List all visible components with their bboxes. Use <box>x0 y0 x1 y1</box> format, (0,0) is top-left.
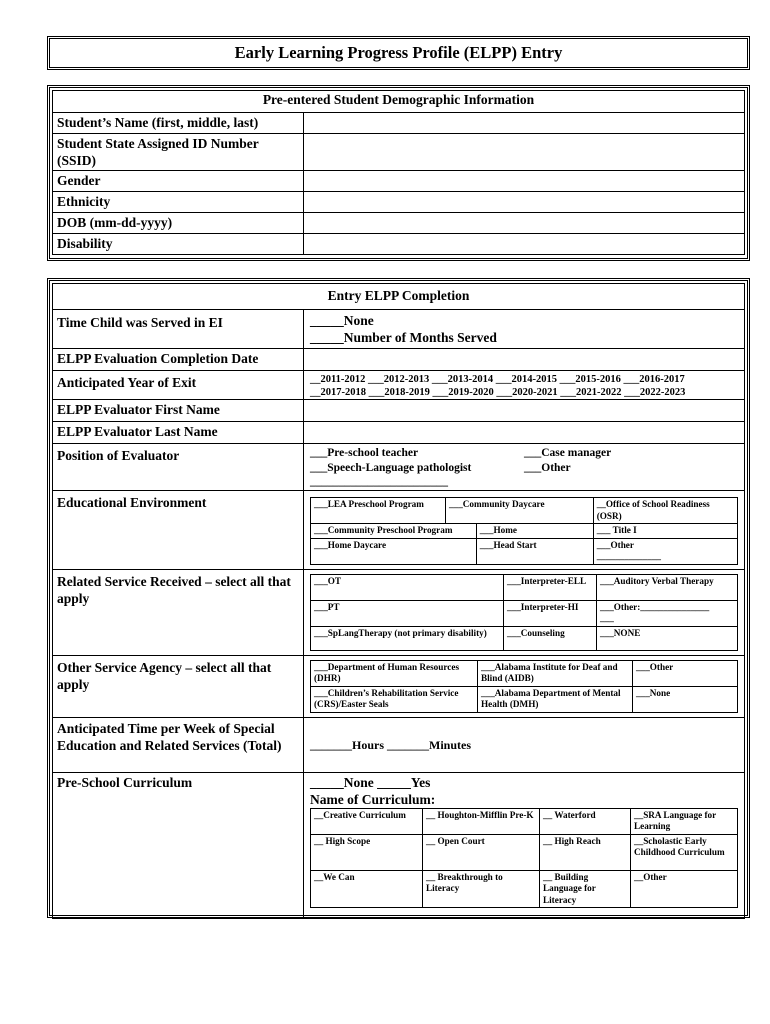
environment-other-cell[interactable] <box>593 538 737 564</box>
curriculum-subtable <box>310 808 738 909</box>
dmh-option[interactable]: ___Alabama Department of Mental Health (DMH) <box>478 686 633 712</box>
time-months-option[interactable]: _____Number of Months Served <box>310 330 497 345</box>
demographics-header: Pre-entered Student Demographic Information <box>53 91 745 113</box>
gender-label: Gender <box>53 171 304 192</box>
completion-section <box>47 278 750 918</box>
page-title: Early Learning Progress Profile (ELPP) Entry <box>47 36 750 70</box>
exit-year-row-2[interactable]: __2017-2018 ___2018-2019 ___2019-2020 ___2020-2021 ___2021-2022 ___2022-2023 <box>310 387 686 398</box>
interpreter-ell-option[interactable]: ___Interpreter-ELL <box>504 574 597 600</box>
title1-option[interactable]: ___ Title I <box>593 524 737 539</box>
related-other-option[interactable]: ___Other:_______________ <box>600 601 710 612</box>
curriculum-other-option[interactable]: __Other <box>631 870 738 908</box>
dhr-option[interactable]: ___Department of Human Resources (DHR) <box>311 660 478 686</box>
eval-date-label: ELPP Evaluation Completion Date <box>53 349 304 371</box>
sra-option[interactable]: __SRA Language for Learning <box>631 808 738 834</box>
disability-label: Disability <box>53 234 304 255</box>
last-name-field[interactable] <box>304 422 745 444</box>
ssid-field[interactable] <box>304 134 745 171</box>
environment-other-option[interactable]: ___Other <box>596 539 634 550</box>
completion-header: Entry ELPP Completion <box>53 284 745 310</box>
environment-label: Educational Environment <box>53 491 304 570</box>
completion-table <box>52 283 745 919</box>
dob-field[interactable] <box>304 213 745 234</box>
related-other-cell[interactable] <box>597 600 738 626</box>
preschool-teacher-option[interactable]: ___Pre-school teacher <box>310 447 419 459</box>
agency-label: Other Service Agency – select all that apply <box>53 655 304 717</box>
agency-options <box>304 655 745 717</box>
student-name-field[interactable] <box>304 113 745 134</box>
ethnicity-field[interactable] <box>304 192 745 213</box>
curriculum-name-label: Name of Curriculum: <box>310 791 436 807</box>
position-other-option[interactable]: ___Other <box>524 462 571 474</box>
first-name-label: ELPP Evaluator First Name <box>53 400 304 422</box>
creative-option[interactable]: __Creative Curriculum <box>311 808 423 834</box>
breakthrough-option[interactable]: __ Breakthrough to Literacy <box>423 870 540 908</box>
interpreter-hi-option[interactable]: ___Interpreter-HI <box>504 600 597 626</box>
agency-other-option[interactable]: ___Other <box>633 660 738 686</box>
speech-pathologist-option[interactable]: ___Speech-Language pathologist <box>310 462 472 474</box>
splang-option[interactable]: ___SpLangTherapy (not primary disability) <box>311 626 504 650</box>
wecan-option[interactable]: __We Can <box>311 870 423 908</box>
related-service-subtable <box>310 574 738 651</box>
demographics-section <box>47 85 750 261</box>
case-manager-option[interactable]: ___Case manager <box>524 447 612 459</box>
lea-preschool-option[interactable]: ___LEA Preschool Program <box>311 498 446 524</box>
related-other-extra[interactable]: ___ <box>600 613 614 623</box>
aidb-option[interactable]: ___Alabama Institute for Deaf and Blind (AIDB) <box>478 660 633 686</box>
opencourt-option[interactable]: __ Open Court <box>423 834 540 870</box>
osr-option[interactable]: __Office of School Readiness (OSR) <box>593 498 737 524</box>
counseling-option[interactable]: ___Counseling <box>504 626 597 650</box>
related-service-label: Related Service Received – select all that apply <box>53 569 304 655</box>
pt-option[interactable]: ___PT <box>311 600 504 626</box>
position-options[interactable] <box>304 444 745 491</box>
home-option[interactable]: ___Home <box>476 524 593 539</box>
agency-none-option[interactable]: ___None <box>633 686 738 712</box>
first-name-field[interactable] <box>304 400 745 422</box>
auditory-verbal-option[interactable]: ___Auditory Verbal Therapy <box>597 574 738 600</box>
gender-field[interactable] <box>304 171 745 192</box>
demographics-table <box>52 90 745 255</box>
time-served-options[interactable] <box>304 310 745 349</box>
home-daycare-option[interactable]: ___Home Daycare <box>311 538 477 564</box>
student-name-label: Student’s Name (first, middle, last) <box>53 113 304 134</box>
curriculum-label: Pre-School Curriculum <box>53 772 304 918</box>
ssid-label: Student State Assigned ID Number (SSID) <box>53 134 304 171</box>
time-week-label: Anticipated Time per Week of Special Education and Related Services (Total) <box>53 717 304 772</box>
position-other-blank[interactable]: ________________________ <box>310 476 448 488</box>
exit-year-options[interactable] <box>304 371 745 400</box>
related-service-options <box>304 569 745 655</box>
position-label: Position of Evaluator <box>53 444 304 491</box>
building-option[interactable]: __ Building Language for Literacy <box>540 870 631 908</box>
community-preschool-option[interactable]: ___Community Preschool Program <box>311 524 477 539</box>
exit-year-row-1[interactable]: __2011-2012 ___2012-2013 ___2013-2014 ___2014-2015 ___2015-2016 ___2016-2017 <box>310 374 685 385</box>
crs-option[interactable]: ___Children’s Rehabilitation Service (CRS)/Easter Seals <box>311 686 478 712</box>
time-served-label: Time Child was Served in EI <box>53 310 304 349</box>
exit-year-label: Anticipated Year of Exit <box>53 371 304 400</box>
curriculum-options <box>304 772 745 918</box>
ot-option[interactable]: ___OT <box>311 574 504 600</box>
houghton-option[interactable]: __ Houghton-Mifflin Pre-K <box>423 808 540 834</box>
time-week-field[interactable]: _______Hours _______Minutes <box>304 717 745 772</box>
waterford-option[interactable]: __ Waterford <box>540 808 631 834</box>
disability-field[interactable] <box>304 234 745 255</box>
highscope-option[interactable]: __ High Scope <box>311 834 423 870</box>
time-none-option[interactable]: _____None <box>310 313 374 328</box>
ethnicity-label: Ethnicity <box>53 192 304 213</box>
scholastic-option[interactable]: __Scholastic Early Childhood Curriculum <box>631 834 738 870</box>
environment-other-blank[interactable]: ______________ <box>596 551 662 561</box>
highreach-option[interactable]: __ High Reach <box>540 834 631 870</box>
agency-subtable <box>310 660 738 713</box>
related-none-option[interactable]: ___NONE <box>597 626 738 650</box>
eval-date-field[interactable] <box>304 349 745 371</box>
dob-label: DOB (mm-dd-yyyy) <box>53 213 304 234</box>
last-name-label: ELPP Evaluator Last Name <box>53 422 304 444</box>
curriculum-none-yes[interactable]: _____None _____Yes <box>310 774 431 790</box>
environment-subtable <box>310 497 738 565</box>
community-daycare-option[interactable]: ___Community Daycare <box>446 498 594 524</box>
head-start-option[interactable]: ___Head Start <box>476 538 593 564</box>
environment-options <box>304 491 745 570</box>
